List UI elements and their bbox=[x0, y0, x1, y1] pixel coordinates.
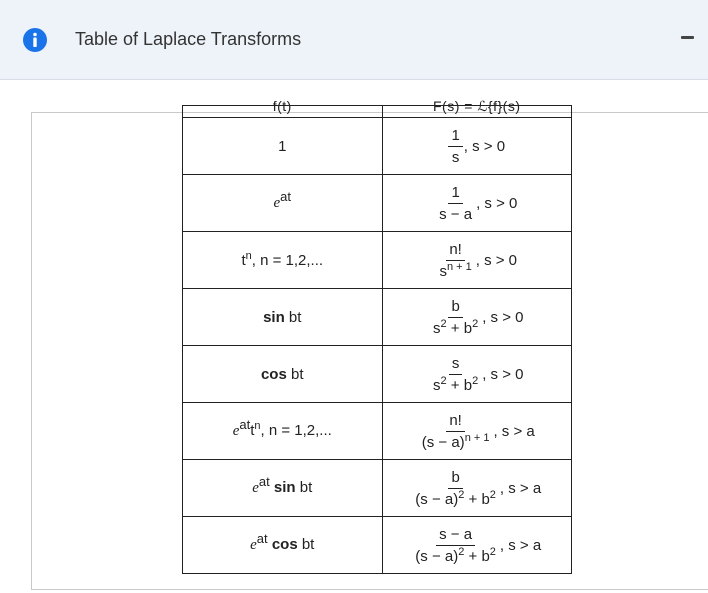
fraction: $\frac{n!}{(s - a)^{n + 1}}$ bbox=[421, 411, 490, 451]
F-cell: $\frac{b}{(s - a)^2 + b^2}$ , s > a bbox=[382, 460, 572, 517]
table-header-row bbox=[183, 106, 572, 118]
info-icon bbox=[23, 28, 47, 52]
table-row bbox=[183, 232, 572, 289]
fraction: $\frac{b}{(s - a)^2 + b^2}$ bbox=[415, 468, 496, 508]
f-cell: cos bt bbox=[183, 346, 383, 403]
table-row bbox=[183, 403, 572, 460]
table-row bbox=[183, 460, 572, 517]
table-row bbox=[183, 346, 572, 403]
table-row bbox=[183, 175, 572, 232]
fraction: $\frac{s - a}{(s - a)^2 + b^2}$ bbox=[415, 525, 496, 565]
F-cell: $\frac{n!}{(s - a)^{n + 1}}$ , s > a bbox=[382, 403, 572, 460]
f-cell: sin bt bbox=[183, 289, 383, 346]
col1-header: f(t) bbox=[183, 106, 383, 118]
f-cell: $e^{at}$ sin bt bbox=[183, 460, 383, 517]
col2-header: F(s) = ℒ{f}(s) bbox=[382, 106, 572, 118]
F-cell: $\frac{1}{s - a}$ , s > 0 bbox=[382, 175, 572, 232]
F-cell: $\frac{1}{s}$ , s > 0 bbox=[382, 118, 572, 175]
f-cell: $e^{at}$ bbox=[183, 175, 383, 232]
fraction: $\frac{1}{s}$ bbox=[448, 127, 462, 166]
F-cell: $\frac{n!}{s^{n + 1}}$ , s > 0 bbox=[382, 232, 572, 289]
fraction: $\frac{n!}{s^{n + 1}}$ bbox=[439, 240, 472, 280]
content-panel bbox=[31, 98, 708, 590]
F-cell: $\frac{s - a}{(s - a)^2 + b^2}$ , s > a bbox=[382, 517, 572, 574]
fraction: $\frac{1}{s - a}$ bbox=[439, 183, 473, 223]
minimize-icon[interactable] bbox=[681, 36, 694, 39]
F-cell: $\frac{b}{s^2 + b^2}$ , s > 0 bbox=[382, 289, 572, 346]
dialog-header bbox=[0, 0, 708, 80]
page-title: Table of Laplace Transforms bbox=[75, 29, 302, 49]
table-row bbox=[183, 289, 572, 346]
laplace-table bbox=[182, 98, 572, 574]
f-cell: $e^{at}$ cos bt bbox=[183, 517, 383, 574]
table-row bbox=[183, 118, 572, 175]
f-cell: $e^{at}t^n$, n = 1,2,... bbox=[183, 403, 383, 460]
fraction: $\frac{s}{s^2 + b^2}$ bbox=[433, 354, 479, 394]
fraction: $\frac{b}{s^2 + b^2}$ bbox=[433, 297, 479, 337]
f-cell: 1 bbox=[183, 118, 383, 175]
f-cell: $t^n$, n = 1,2,... bbox=[183, 232, 383, 289]
table-row bbox=[183, 517, 572, 574]
F-cell: $\frac{s}{s^2 + b^2}$ , s > 0 bbox=[382, 346, 572, 403]
